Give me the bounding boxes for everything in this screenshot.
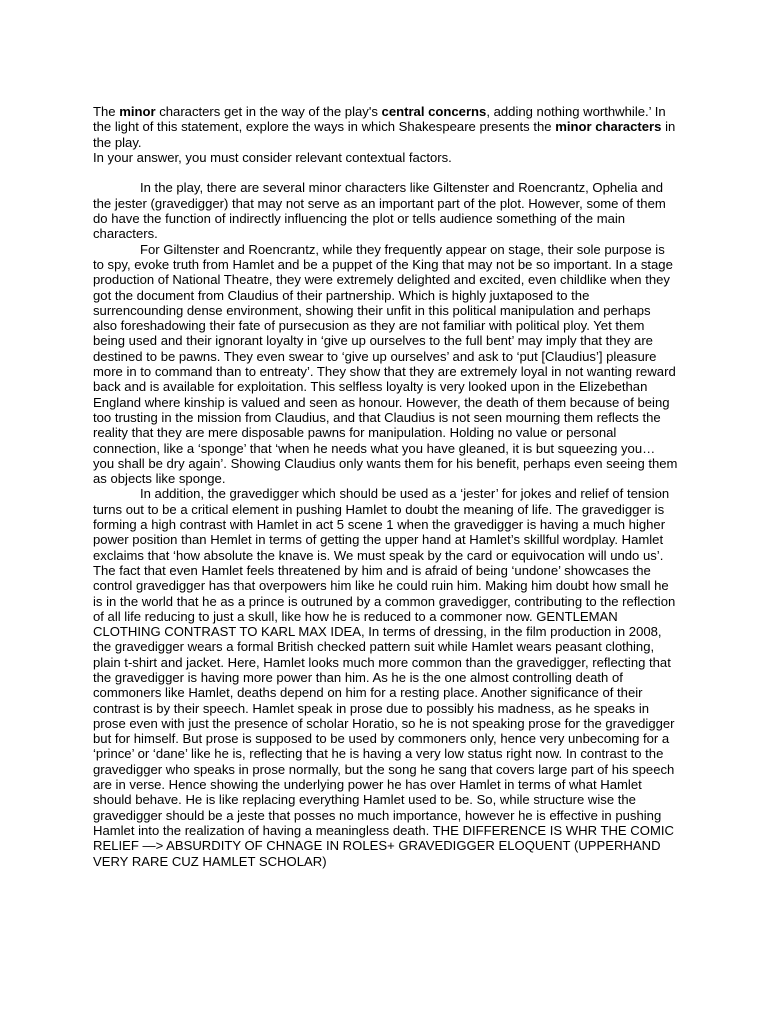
prompt-text-1: The [93, 104, 120, 119]
essay-paragraph-gravedigger: In addition, the gravedigger which should be used as a ‘jester’ for jokes and relief of tension turns out to be a critical element in pushing Hamlet to doubt the meaning of life. The gravedigger is forming a high contrast with Hamlet in act 5 scene 1 when the gravedigger is having a much higher power position than Hemlet in terms of getting the upper hand at Hamlet’s skillful wordplay. Hamlet exclaims that ‘how absolute the knave is. We must speak by the card or equivocation will undo us’. The fact that even Hamlet feels threatened by him and is afraid of being ‘undone’ showcases the control gravedigger has that overpowers him like he could ruin him. Making him doubt how small he is in the world that he as a prince is outruned by a common gravedigger, contributing to the reflection of all life reducing to just a skull, like how he is reduced to a commoner now. GENTLEMAN CLOTHING CONTRAST TO KARL MAX IDEA, In terms of dressing, in the film production in 2008, the gravedigger wears a formal British checked pattern suit while Hamlet wears peasant clothing, plain t-shirt and jacket. Here, Hamlet looks much more common than the gravedigger, reflecting that the gravedigger is having more power than him. As he is the one almost controlling death of commoners like Hamlet, deaths depend on him for a resting place. Another significance of their contrast is by their speech. Hamlet speak in prose due to possibly his madness, as he speaks in prose even with just the presence of scholar Horatio, so he is not speaking prose for the gravedigger but for himself. But prose is supposed to be used by commoners only, hence very unbecoming for a ‘prince’ or ‘dane’ like he is, reflecting that he is having a very low status right now. In contrast to the gravedigger who speaks in prose normally, but the song he sang that covers large part of his speech are in verse. Hence showing the underlying power he has over Hamlet in terms of what Hamlet should behave. He is like replacing everything Hamlet used to be. So, while structure wise the gravedigger should be a jeste that posses no much importance, however he is effective in pushing Hamlet into the realization of having a meaningless death. THE DIFFERENCE IS WHR THE COMIC RELIEF —> ABSURDITY OF CHNAGE IN ROLES+ GRAVEDIGGER ELOQUENT (UPPERHAND VERY RARE CUZ HAMLET SCHOLAR) [93, 486, 676, 869]
prompt-bold-minor: minor [119, 104, 156, 119]
prompt-instruction: In your answer, you must consider relevant contextual factors. [93, 149, 452, 165]
blank-line [93, 165, 678, 180]
prompt-bold-minor-characters: minor characters [555, 119, 662, 135]
document-page [93, 104, 678, 869]
prompt-bold-central-concerns: central concerns [381, 104, 487, 119]
prompt-statement [93, 104, 678, 150]
prompt-text-4: in the play. [93, 119, 676, 150]
essay-prompt [93, 104, 678, 165]
essay-body [93, 180, 678, 868]
prompt-text-3: , adding nothing worthwhile.’ In the light of this statement, explore the ways in which Shakespeare presents the [93, 104, 666, 135]
essay-paragraph-giltenster-roencrantz: For Giltenster and Roencrantz, while they frequently appear on stage, their sole purpose is to spy, evoke truth from Hamlet and be a puppet of the King that may not be so important. In a stage production of National Theatre, they were extremely delighted and excited, even childlike when they got the document from Claudius of their partnership. Which is highly juxtaposed to the surrencounding dense environment, showing their unfit in this political manipulation and perhaps also foreshadowing their fate of pursecusion as they are not familiar with political ploy. Yet them being used and their ignorant loyalty in ‘give up ourselves to the full bent’ may imply that they are destined to be pawns. They even swear to ‘give up ourselves’ and ask to ‘put [Claudius’] pleasure more in to command than to entreaty’. They show that they are extremely loyal in not wanting reward back and is available for exploitation. This selfless loyalty is very looked upon in the Elizebethan England where kinship is valued and seen as honour. However, the death of them because of being too trusting in the mission from Claudius, and that Claudius is not seen mourning them reflects the reality that they are mere disposable pawns for manipulation. Holding no value or personal connection, like a ‘sponge’ that ‘when he needs what you have gleaned, it is but squeezing you… you shall be dry again’. Showing Claudius only wants them for his benefit, perhaps even seeing them as objects like sponge. [93, 241, 678, 487]
essay-paragraph-intro: In the play, there are several minor characters like Giltenster and Roencrantz, Ophelia and the jester (gravedigger) that may not serve as an important part of the plot. However, some of them do have the function of indirectly influencing the plot or tells audience something of the main characters. [93, 180, 666, 242]
prompt-text-2: characters get in the way of the play's [155, 104, 382, 119]
